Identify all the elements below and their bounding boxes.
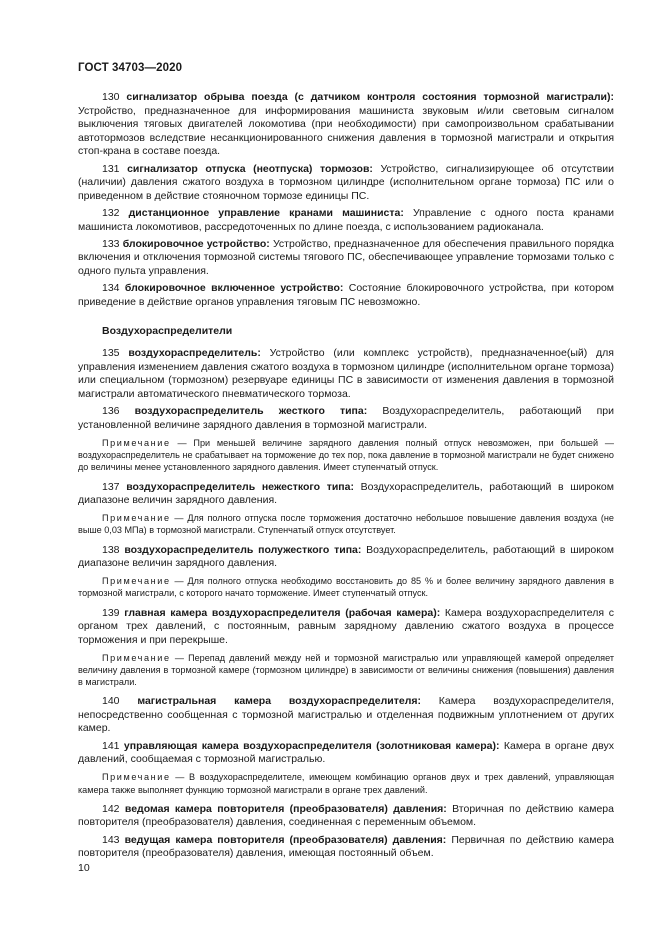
term-entry	[78, 740, 614, 767]
note-label: Примечание	[102, 772, 171, 783]
term-name: управляющая камера воздухораспределителя (золотниковая камера):	[123, 739, 500, 752]
term-number: 130	[102, 91, 120, 103]
term-number: 132	[102, 206, 120, 219]
note-text: — В воздухораспределителе, имеющем комбинацию органов двух и трех давлений, управляющая камера также выполняет функцию тормозной магистрали в органе трех давлений.	[78, 772, 614, 795]
term-number: 141	[102, 739, 120, 752]
term-name: блокировочное устройство:	[122, 237, 270, 250]
term-definition: Камера в органе двух давлений, сообщаемая с тормозной магистралью.	[78, 739, 615, 766]
term-entry	[78, 405, 614, 432]
term-number: 131	[102, 162, 120, 175]
term-definition: Первичная по действию камера повторителя (преобразователя) давления, имеющая постоянный объем.	[78, 833, 614, 860]
term-definition: Воздухораспределитель, работающий при установленной величине зарядного давления в тормозной магистрали.	[78, 405, 614, 431]
term-name: дистанционное управление кранами машиниста:	[128, 206, 404, 219]
term-number: 134	[102, 282, 120, 295]
term-entry	[78, 695, 614, 736]
term-entry	[78, 347, 614, 401]
term-entry	[78, 207, 614, 234]
term-number: 139	[102, 606, 120, 619]
note-label: Примечание	[102, 513, 171, 524]
term-number: 140	[102, 695, 120, 708]
term-name: воздухораспределитель полужесткого типа:	[124, 543, 362, 556]
term-name: главная камера воздухораспределителя (рабочая камера):	[124, 606, 441, 619]
term-entry	[78, 481, 614, 508]
term-note	[78, 771, 614, 795]
term-definition: Камера воздухораспределителя, непосредственно сообщенная с тормозной магистралью и отделенная подвижным уплотнением от других камер.	[78, 695, 614, 735]
note-text: — При меньшей величине зарядного давления полный отпуск невозможен, при большей — воздухораспределитель не срабатывает на торможение до тех пор, пока давление в тормозной магистрали не будет снижено до величины менее установленного зарядного давления. Имеет ступенчатый отпуск.	[78, 437, 614, 473]
term-entry	[78, 834, 614, 861]
term-name: сигнализатор отпуска (неотпуска) тормозов:	[127, 162, 373, 175]
term-definition: Устройство, сигнализирующее об отсутствии (наличии) давления сжатого воздуха в тормозном цилиндре (исполнительном органе тормоза) ПС или о приведенном в действие стояночном тормозе единицы ПС.	[78, 162, 615, 202]
term-definition: Воздухораспределитель, работающий в широком диапазоне величин зарядного давления.	[78, 543, 614, 570]
term-definition: Вторичная по действию камера повторителя (преобразователя) давления, соединенная с переменным объемом.	[78, 802, 614, 829]
term-name: воздухораспределитель жесткого типа:	[134, 405, 368, 418]
term-entry	[78, 163, 614, 204]
term-number: 136	[102, 405, 120, 418]
note-label: Примечание	[102, 437, 171, 448]
note-text: — Перепад давлений между ней и тормозной магистралью или управляющей камерой определяет величину давления в тормозной камере (тормозном цилиндре) в зависимости от величины снижения (повышения) давления в магистрали.	[78, 652, 614, 688]
term-name: магистральная камера воздухораспределителя:	[137, 695, 421, 708]
term-definition: Камера воздухораспределителя с органом трех давлений, с постоянным, равным зарядному давлению сжатого воздуха в процессе торможения и при перекрыше.	[78, 606, 614, 646]
term-definition: Устройство, предназначенное для обеспечения правильного порядка включения и отключения тормозной системы тягового ПС, обеспечивающее управление тормозами только с одного пульта управления.	[78, 237, 615, 277]
term-definition: Устройство, предназначенное для информирования машиниста звуковым и/или световым сигналом выключения тяговых двигателей локомотива (при необходимости) при самопроизвольном срабатывании автотормозов вследствие несанкционированного снижения давления в тормозной магистрали и открытия стоп-крана в составе поезда.	[78, 104, 614, 158]
term-note	[78, 437, 614, 474]
note-text: — Для полного отпуска необходимо восстановить до 85 % и более величину зарядного давления в тормозной магистрали, с которого начато торможение. Имеет ступенчатый отпуск.	[78, 576, 614, 599]
term-number: 142	[102, 802, 120, 815]
terms-group-a	[78, 91, 614, 309]
term-definition: Управление с одного поста кранами машиниста локомотивов, рассредоточенных по длине поезда, с использованием радиоканала.	[78, 206, 615, 233]
term-name: блокировочное включенное устройство:	[124, 282, 344, 295]
term-note	[78, 652, 614, 689]
term-note	[78, 575, 614, 599]
term-name: сигнализатор обрыва поезда (с датчиком контроля состояния тормозной магистрали):	[126, 91, 614, 103]
term-number: 135	[102, 347, 120, 360]
term-number: 137	[102, 480, 120, 493]
note-text: — Для полного отпуска после торможения достаточно небольшое повышение давления воздуха (не выше 0,03 МПа) в тормозной магистрали. Ступенчатый отпуск отсутствует.	[78, 513, 614, 536]
section-heading: Воздухораспределители	[102, 325, 233, 338]
term-definition: Состояние блокировочного устройства, при котором приведение в действие органов управления тяговым ПС невозможно.	[78, 282, 615, 308]
term-number: 133	[102, 237, 120, 250]
note-label: Примечание	[102, 652, 171, 663]
term-name: воздухораспределитель:	[128, 347, 261, 360]
term-entry	[78, 803, 614, 830]
term-entry	[78, 544, 614, 571]
note-label: Примечание	[102, 576, 171, 587]
term-name: воздухораспределитель нежесткого типа:	[126, 480, 354, 493]
terms-group-b	[78, 347, 614, 860]
standard-header: ГОСТ 34703—2020	[78, 62, 183, 74]
term-note	[78, 512, 614, 536]
term-name: ведомая камера повторителя (преобразователя) давления:	[124, 802, 447, 815]
document-body	[78, 91, 614, 865]
term-entry	[78, 238, 614, 279]
term-entry	[78, 282, 614, 309]
term-name: ведущая камера повторителя (преобразователя) давления:	[124, 833, 447, 846]
page-number: 10	[78, 862, 90, 874]
term-number: 138	[102, 543, 120, 556]
term-entry	[78, 91, 614, 159]
term-number: 143	[102, 833, 120, 846]
term-entry	[78, 607, 614, 648]
term-definition: Воздухораспределитель, работающий в широком диапазоне величин зарядного давления.	[78, 480, 614, 507]
term-definition: Устройство (или комплекс устройств), предназначенное(ый) для управления изменением давления сжатого воздуха в тормозном цилиндре (исполнительном органе тормоза) или специальном (тормозном) резервуаре единицы ПС в зависимости от изменения давления в тормозной магистрали автоматического пневматического тормоза.	[78, 347, 614, 401]
